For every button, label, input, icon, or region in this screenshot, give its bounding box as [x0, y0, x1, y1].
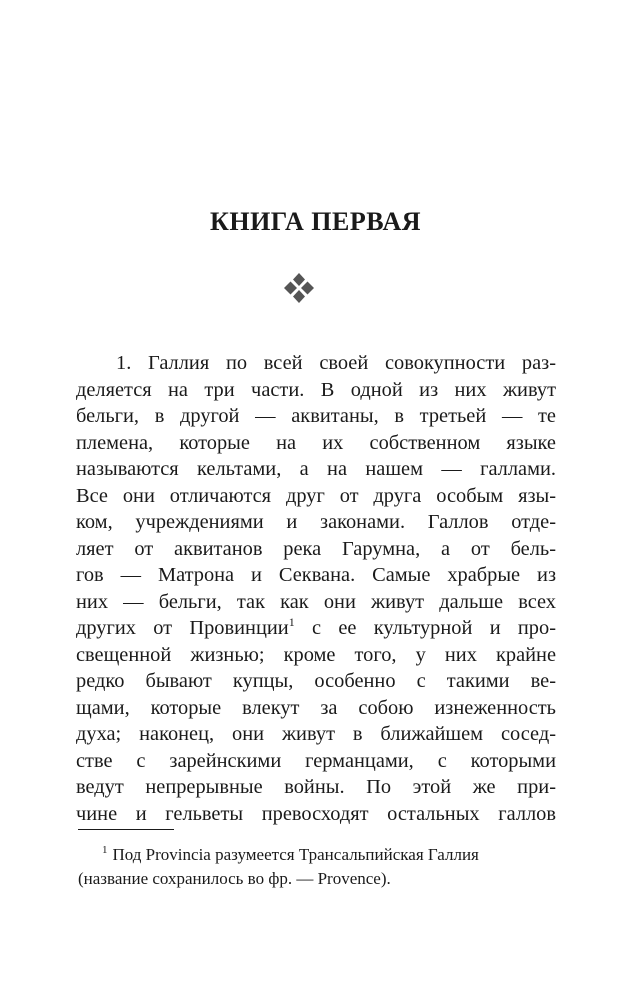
footnote: [78, 843, 556, 891]
footnote-reference: 1: [288, 615, 295, 630]
text-line: ляет от аквитанов река Гарумна, а от бель-: [76, 537, 556, 560]
text-line: щами, которые влекут за собою изнеженность: [76, 696, 556, 719]
text-line: деляется на три части. В одной из них живут: [76, 378, 556, 401]
text-fragment: других от Провинции: [76, 617, 289, 639]
text-line: свещенной жизнью; кроме того, у них крайне: [76, 643, 556, 666]
text-line: них — бельги, так как они живут дальше всех: [76, 590, 556, 613]
fleuron-diamond-bottom: [293, 290, 305, 303]
footnote-divider: [78, 829, 174, 830]
text-line: 1. Галлия по всей своей совокупности раз-: [116, 352, 556, 374]
text-line: Все они отличаются друг от друга особым язы-: [76, 484, 556, 507]
book-title: КНИГА ПЕРВАЯ: [210, 207, 421, 236]
fleuron-diamond-top: [293, 273, 305, 286]
fleuron-shapes: [284, 273, 314, 303]
text-line-with-footnote: [76, 615, 556, 642]
footnote-marker: 1: [102, 844, 108, 857]
footnote-line: (название сохранилось во фр. — Provence).: [78, 869, 391, 888]
fleuron-diamond-right: [301, 282, 314, 295]
text-line: редко бывают купцы, особенно с такими ве-: [76, 670, 556, 692]
footnote-text: Под Provincia разумеется Трансальпийская Галлия: [112, 845, 479, 864]
text-fragment: с ее культурной и про-: [312, 617, 556, 639]
text-line: племена, которые на их собственном языке: [76, 431, 556, 454]
fleuron-diamond-left: [284, 282, 297, 295]
text-line: ком, учреждениями и законами. Галлов отде-: [76, 511, 556, 533]
text-line: гов — Матрона и Секвана. Самые храбрые из: [76, 564, 556, 586]
fleuron-svg: [281, 270, 317, 306]
main-text: [76, 350, 556, 827]
text-line: бельги, в другой — аквитаны, в третьей — те: [76, 405, 556, 427]
footnote-line: [78, 843, 556, 867]
text-line: называются кельтами, а на нашем — галлами.: [76, 458, 556, 480]
text-line: ведут непрерывные войны. По этой же при-: [76, 776, 556, 798]
text-line: стве с зарейнскими германцами, с которыми: [76, 749, 556, 772]
four-diamond-fleuron-icon: [281, 270, 317, 306]
text-line: чине и гельветы превосходят остальных галлов: [76, 802, 556, 825]
text-line: духа; наконец, они живут в ближайшем сосед-: [76, 723, 556, 745]
